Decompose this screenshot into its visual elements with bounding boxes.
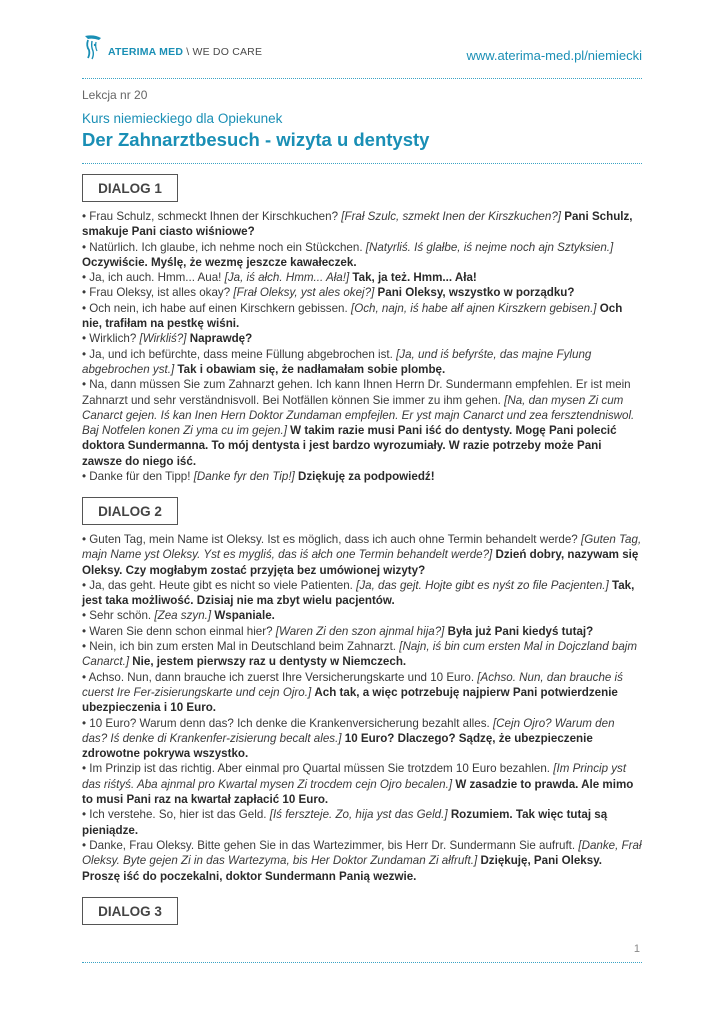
dialog-line	[82, 377, 642, 469]
polish-translation: W takim razie musi Pani iść do dentysty. Mogę Pani polecić doktora Sundermanna. To mój dentysta i jest bardzo wyrozumiały. W razie potrzeby może Pani zawsze do niego iść.	[82, 424, 617, 468]
dialog-line	[82, 716, 642, 762]
dialog-line	[82, 469, 642, 484]
phonetic-text: [Na, dan mysen Zi cum Canarct gejen. Iś kan Inen Hern Doktor Zundaman empfejlen. Er yst majn Canarct und zea fersztendniswol. Baj Notfelen konen Zi yma cu im gejen.]	[82, 393, 635, 438]
polish-translation: Ach tak, a więc potrzebuję najpierw Pani potwierdzenie ubezpieczenia i 10 Euro.	[82, 685, 618, 715]
polish-translation: Pani Schulz, smakuje Pani ciasto wiśniowe?	[82, 210, 633, 239]
polish-translation: Pani Oleksy, wszystko w porządku?	[377, 286, 575, 300]
logo-tagline: WE DO CARE	[192, 46, 263, 58]
dialog-line	[82, 670, 642, 716]
polish-translation: 10 Euro? Dlaczego? Sądzę, że ubezpieczenie zdrowotne pokrywa wszystko.	[82, 731, 593, 761]
lesson-number: Lekcja nr 20	[82, 88, 148, 102]
german-text: • Danke, Frau Oleksy. Bitte gehen Sie in das Wartezimmer, bis Herr Dr. Sundermann Sie aufruft.	[82, 838, 576, 852]
german-text: • Im Prinzip ist das richtig. Aber einmal pro Quartal müssen Sie trotzdem 10 Euro bezahlen.	[82, 762, 551, 776]
german-text: • Ja, und ich befürchte, dass meine Füllung abgebrochen ist.	[82, 347, 393, 361]
phonetic-text: [Ja, und iś befyrśte, das majne Fylung abgebrochen yst.]	[82, 347, 592, 376]
dialog-3-heading: DIALOG 3	[82, 897, 178, 925]
dialog-2-heading: DIALOG 2	[82, 497, 178, 525]
course-name: Kurs niemieckiego dla Opiekunek	[82, 111, 283, 126]
page-number: 1	[633, 943, 640, 955]
german-text: • Och nein, ich habe auf einen Kirschkern gebissen.	[82, 301, 348, 315]
polish-translation: Dziękuję, Pani Oleksy. Proszę iść do poczekalni, doktor Sundermann Panią wezwie.	[82, 854, 603, 883]
phonetic-text: [Najn, iś bin cum ersten Mal in Dojczland bajm Canarct.]	[82, 640, 638, 669]
dialog-line	[82, 578, 642, 609]
german-text: • Guten Tag, mein Name ist Oleksy. Ist es möglich, dass ich auch ohne Termin behandelt werde?	[82, 533, 578, 546]
polish-translation: Rozumiem. Tak więc tutaj są pieniądze.	[82, 808, 608, 837]
german-text: • Natürlich. Ich glaube, ich nehme noch ein Stückchen.	[82, 240, 363, 254]
dialog-line	[82, 270, 642, 285]
phonetic-text: [Achso. Nun, dan brauche iś cuerst Ire Fer-zisierungskarte und cejn Ojro.]	[82, 670, 623, 699]
phonetic-text: [Och, najn, iś habe ałf ajnen Kirszkern gebisen.]	[350, 301, 597, 315]
polish-translation: Tak, jest taka możliwość. Dzisiaj nie ma zbyt wielu pacjentów.	[82, 578, 635, 608]
german-text: • Na, dann müssen Sie zum Zahnarzt gehen. Ich kann Ihnen Herrn Dr. Sundermann empfehlen. Er ist mein Zahnarzt und sehr verständnisvoll. Bei Notfällen können Sie immer zu ihm gehen.	[82, 378, 631, 407]
german-text: • Nein, ich bin zum ersten Mal in Deutschland beim Zahnarzt.	[82, 640, 397, 654]
polish-translation: Nie, jestem pierwszy raz u dentysty w Niemczech.	[132, 655, 407, 669]
german-text: • Frau Oleksy, ist alles okay?	[82, 286, 231, 300]
title-divider	[82, 163, 642, 164]
page-title: Der Zahnarztbesuch - wizyta u dentysty	[82, 129, 430, 150]
polish-translation: Wspaniale.	[214, 609, 275, 623]
dialog-line	[82, 639, 642, 670]
polish-translation: Dzień dobry, nazywam się Oleksy. Czy mogłabym zostać przyjęta bez umówionej wizyty?	[82, 548, 639, 577]
face-logo-icon	[82, 34, 104, 60]
phonetic-text: [Guten Tag, majn Name yst Oleksy. Yst es mygliś, das iś ałch one Termin behandelt werde?]	[82, 533, 642, 562]
dialog-line	[82, 807, 642, 838]
phonetic-text: [Ja, das gejt. Hojte gibt es nyśt zo file Pacjenten.]	[356, 578, 609, 592]
polish-translation: W zasadzie to prawda. Ale mimo to musi Pani raz na kwartał zapłacić 10 Euro.	[82, 777, 634, 807]
dialog-2-text	[82, 532, 642, 884]
dialog-1-text	[82, 209, 642, 484]
german-text: • Ja, das geht. Heute gibt es nicht so viele Patienten.	[82, 578, 353, 592]
dialog-line	[82, 838, 642, 884]
phonetic-text: [Iś ferszteje. Zo, hija yst das Geld.]	[269, 808, 448, 822]
phonetic-text: [Danke, Frał Oleksy. Byte gejen Zi in das Wartezyma, bis Her Doktor Zundaman Zi ałfruft.]	[82, 838, 642, 868]
dialog-line	[82, 347, 642, 378]
german-text: • Frau Schulz, schmeckt Ihnen der Kirschkuchen?	[82, 210, 339, 223]
dialog-line	[82, 301, 642, 332]
dialog-line	[82, 761, 642, 807]
dialog-line	[82, 608, 642, 623]
phonetic-text: [Im Princip yst das riśtyś. Aba ajnmal pro Kwartal mysen Zi trocdem cejn Ojro becalen.]	[82, 762, 627, 791]
website-link[interactable]: www.aterima-med.pl/niemiecki	[466, 48, 642, 63]
phonetic-text: [Zea szyn.]	[154, 609, 212, 623]
german-text: • Sehr schön.	[82, 609, 152, 623]
polish-translation: Tak, ja też. Hmm... Ała!	[352, 271, 477, 285]
german-text: • Waren Sie denn schon einmal hier?	[82, 624, 273, 638]
german-text: • Ich verstehe. So, hier ist das Geld.	[82, 808, 267, 822]
phonetic-text: [Cejn Ojro? Warum den das? Iś denke di Krankenfer-zisierung becalt ales.]	[82, 716, 615, 745]
polish-translation: Tak i obawiam się, że nadłamałam sobie plombę.	[177, 362, 446, 376]
logo-name: ATERIMA MED	[108, 46, 184, 58]
polish-translation: Naprawdę?	[189, 332, 253, 346]
phonetic-text: [Danke fyr den Tip!]	[193, 470, 295, 484]
phonetic-text: [Frał Szulc, szmekt Inen der Kirszkuchen?]	[341, 210, 561, 223]
phonetic-text: [Ja, iś ałch. Hmm... Ała!]	[224, 271, 350, 285]
footer-divider	[82, 962, 642, 963]
german-text: • Achso. Nun, dann brauche ich zuerst Ihre Versicherungskarte und 10 Euro.	[82, 670, 475, 684]
phonetic-text: [Wirkliś?]	[139, 332, 187, 346]
polish-translation: Och nie, trafiłam na pestkę wiśni.	[82, 301, 623, 331]
german-text: • Danke für den Tipp!	[82, 470, 191, 484]
header-divider	[82, 78, 642, 79]
company-logo[interactable]	[82, 34, 262, 60]
german-text: • 10 Euro? Warum denn das? Ich denke die Krankenversicherung bezahlt alles.	[82, 716, 490, 730]
german-text: • Ja, ich auch. Hmm... Aua!	[82, 271, 222, 285]
phonetic-text: [Waren Zi den szon ajnmal hija?]	[275, 624, 445, 638]
dialog-line	[82, 331, 642, 346]
polish-translation: Oczywiście. Myślę, że wezmę jeszcze kawałeczek.	[82, 255, 357, 269]
dialog-line	[82, 285, 642, 300]
dialog-line	[82, 209, 642, 240]
polish-translation: Dziękuję za podpowiedź!	[298, 470, 435, 484]
phonetic-text: [Frał Oleksy, yst ales okej?]	[233, 286, 375, 300]
page-header	[82, 34, 642, 74]
german-text: • Wirklich?	[82, 332, 137, 346]
logo-separator: \	[186, 46, 190, 58]
phonetic-text: [Natyrliś. Iś glałbe, iś nejme noch ajn Sztyksien.]	[365, 240, 614, 254]
dialog-line	[82, 240, 642, 271]
polish-translation: Była już Pani kiedyś tutaj?	[447, 624, 594, 638]
dialog-line	[82, 532, 642, 578]
dialog-line	[82, 624, 642, 639]
dialog-1-heading: DIALOG 1	[82, 174, 178, 202]
